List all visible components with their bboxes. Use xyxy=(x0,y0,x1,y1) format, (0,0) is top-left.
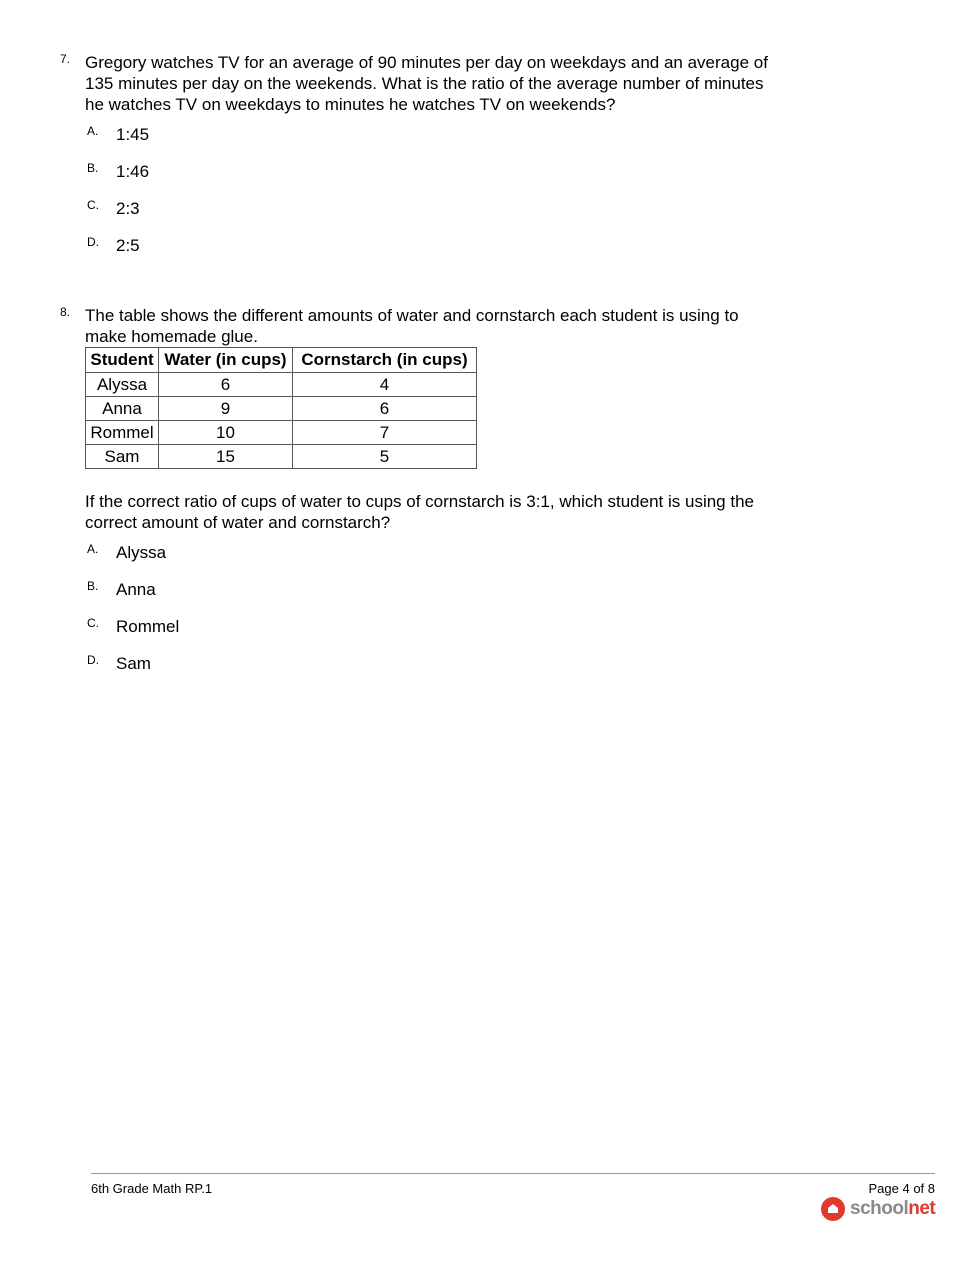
table-row xyxy=(86,445,477,469)
choice-value: Rommel xyxy=(116,617,180,636)
cell-student: Rommel xyxy=(86,421,159,445)
data-table xyxy=(85,347,477,469)
house-icon xyxy=(821,1197,845,1221)
choice-letter: C. xyxy=(87,198,99,212)
question-prompt: If the correct ratio of cups of water to cups of cornstarch is 3:1, which student is using the correct amount of water and cornstarch? xyxy=(85,492,754,532)
choice-value: 2:5 xyxy=(116,236,140,255)
cell-cornstarch: 4 xyxy=(293,373,477,397)
cell-water: 15 xyxy=(159,445,293,469)
cell-water: 6 xyxy=(159,373,293,397)
choice-a[interactable] xyxy=(85,542,780,579)
cell-cornstarch: 5 xyxy=(293,445,477,469)
choice-d[interactable] xyxy=(85,235,780,272)
question-7 xyxy=(60,52,780,272)
choice-value: Alyssa xyxy=(116,543,167,562)
cell-cornstarch: 6 xyxy=(293,397,477,421)
logo-text xyxy=(850,1198,935,1220)
question-number: 7. xyxy=(60,52,71,66)
choice-d[interactable] xyxy=(85,653,780,690)
answer-choices xyxy=(85,124,780,272)
choice-c[interactable] xyxy=(85,616,780,653)
question-8 xyxy=(60,305,780,690)
answer-choices xyxy=(85,542,780,690)
header-cornstarch: Cornstarch (in cups) xyxy=(293,348,477,373)
choice-a[interactable] xyxy=(85,124,780,161)
schoolnet-logo xyxy=(821,1196,935,1222)
page-indicator: Page 4 of 8 xyxy=(868,1181,935,1196)
choice-letter: A. xyxy=(87,542,99,556)
table-row xyxy=(86,373,477,397)
logo-text-part1: school xyxy=(850,1198,909,1219)
question-text: The table shows the different amounts of water and cornstarch each student is using to make homemade glue. xyxy=(85,306,739,346)
cell-cornstarch: 7 xyxy=(293,421,477,445)
choice-c[interactable] xyxy=(85,198,780,235)
choice-value: 1:46 xyxy=(116,162,150,181)
cell-student: Sam xyxy=(86,445,159,469)
choice-value: 2:3 xyxy=(116,199,140,218)
choice-letter: B. xyxy=(87,579,99,593)
choice-letter: A. xyxy=(87,124,99,138)
table-header-row xyxy=(86,348,477,373)
question-text: Gregory watches TV for an average of 90 minutes per day on weekdays and an average of 135 minutes per day on the weekends. What is the ratio of the average number of minutes he watches TV on weekdays to minutes he watches TV on weekends? xyxy=(85,53,768,114)
choice-value: Sam xyxy=(116,654,151,673)
header-student: Student xyxy=(86,348,159,373)
logo-text-part2: net xyxy=(908,1198,936,1219)
choice-letter: B. xyxy=(87,161,99,175)
choice-letter: C. xyxy=(87,616,99,630)
cell-water: 9 xyxy=(159,397,293,421)
footer-divider xyxy=(91,1173,935,1174)
question-number: 8. xyxy=(60,305,71,319)
choice-b[interactable] xyxy=(85,161,780,198)
choice-letter: D. xyxy=(87,653,99,667)
cell-student: Anna xyxy=(86,397,159,421)
choice-b[interactable] xyxy=(85,579,780,616)
choice-value: Anna xyxy=(116,580,156,599)
choice-value: 1:45 xyxy=(116,125,150,144)
table-row xyxy=(86,397,477,421)
cell-water: 10 xyxy=(159,421,293,445)
header-water: Water (in cups) xyxy=(159,348,293,373)
choice-letter: D. xyxy=(87,235,99,249)
cell-student: Alyssa xyxy=(86,373,159,397)
table-row xyxy=(86,421,477,445)
footer-title: 6th Grade Math RP.1 xyxy=(91,1181,213,1196)
